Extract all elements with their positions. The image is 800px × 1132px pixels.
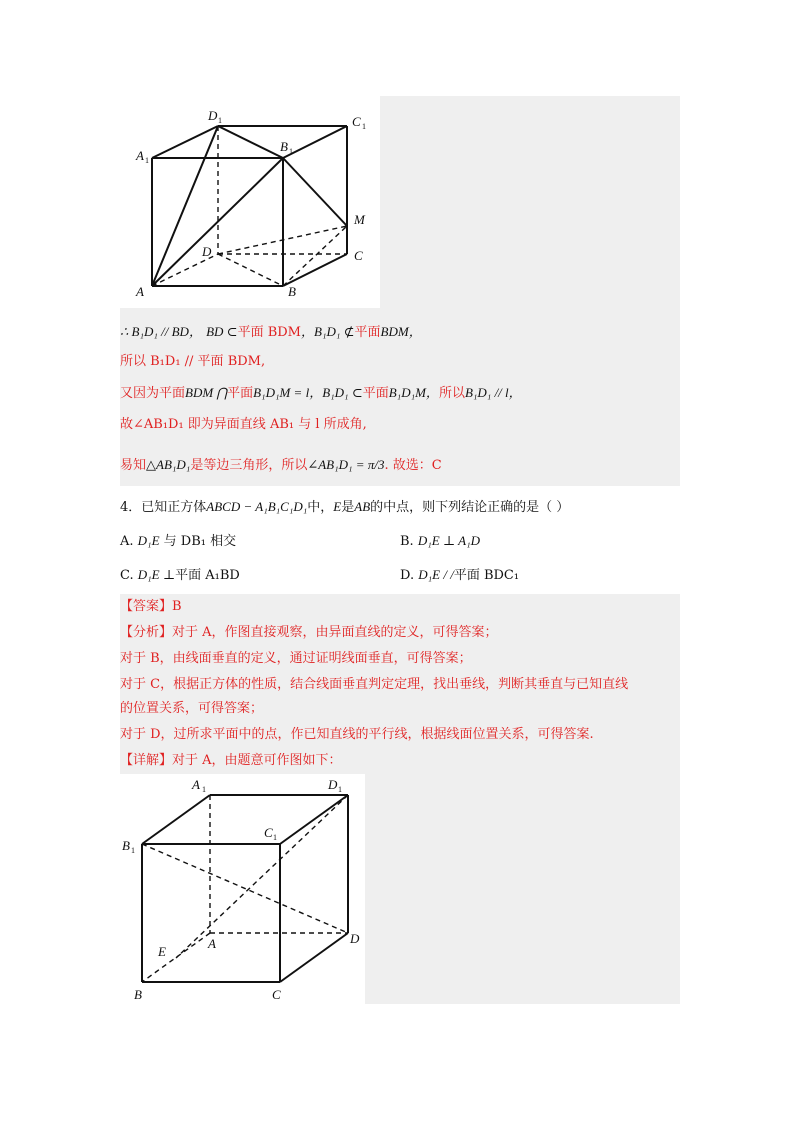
analysis-line-1: 【分析】对于 A，作图直接观察，由异面直线的定义，可得答案； (120, 625, 498, 640)
solution-line-4: 故∠AB₁D₁ 即为异面直线 AB₁ 与 l 所成角, (120, 417, 367, 432)
analysis-line-5: 对于 D，过所求平面中的点，作已知直线的平行线，根据线面位置关系，可得答案. (120, 727, 594, 742)
label-D1: D (328, 777, 338, 792)
answer-line: 【答案】B (120, 599, 182, 614)
label-A: A (136, 284, 144, 299)
label-C: C (272, 987, 281, 1002)
label-B1: B (122, 838, 130, 853)
solution-line-3: 又因为平面BDM ⋂平面B₁D₁M = l，B₁D₁ ⊂平面B₁D₁M，所以B₁D₁ // l， (120, 385, 522, 401)
solution-line-1: ∴ B₁D₁ // BD， BD ⊂平面 BDM，B₁D₁ ⊄平面BDM， (120, 324, 422, 340)
label-E: E (158, 944, 166, 959)
label-C1: C (264, 825, 273, 840)
svg-text:1: 1 (218, 116, 222, 125)
figure1-solid-edges (152, 126, 347, 286)
option-a: A. D₁E 与 DB₁ 相交 (120, 533, 237, 549)
svg-text:1: 1 (338, 785, 342, 794)
label-B: B (134, 987, 142, 1002)
label-C: C (354, 248, 363, 263)
label-B1: B (280, 139, 288, 154)
solution-line-5: 易知△AB₁D₁是等边三角形，所以∠AB₁D₁ = π/3. 故选：C (120, 457, 442, 473)
svg-text:1: 1 (289, 147, 293, 156)
label-M: M (354, 212, 365, 227)
label-A: A (208, 936, 216, 951)
question4-stem: 4．已知正方体ABCD − A₁B₁C₁D₁中，E是AB的中点，则下列结论正确的是（ ） (120, 499, 570, 515)
svg-text:1: 1 (145, 156, 149, 165)
analysis-line-3: 对于 C，根据正方体的性质，结合线面垂直判定定理，找出垂线，判断其垂直与已知直线 (120, 677, 629, 692)
analysis-line-2: 对于 B，由线面垂直的定义，通过证明线面垂直，可得答案； (120, 651, 472, 666)
figure1-hidden-edges (152, 126, 347, 286)
svg-text:1: 1 (362, 122, 366, 131)
option-c: C. D₁E ⊥平面 A₁BD (120, 567, 240, 583)
figure2-hidden-edges (142, 795, 348, 982)
label-B: B (288, 284, 296, 299)
option-b: B. D₁E ⊥ A₁D (400, 533, 481, 549)
label-D1: D (208, 108, 218, 123)
cube-figure-2 (120, 774, 365, 1004)
option-d: D. D₁E / /平面 BDC₁ (400, 567, 520, 583)
label-D: D (202, 244, 212, 259)
label-A1: A (136, 148, 144, 163)
label-D: D (350, 931, 360, 946)
label-A1: A (192, 777, 200, 792)
solution-line-2: 所以 B₁D₁ // 平面 BDM, (120, 354, 266, 369)
figure2-labels (122, 777, 360, 1002)
label-C1: C (352, 114, 361, 129)
detail-line: 【详解】对于 A，由题意可作图如下： (120, 753, 342, 768)
analysis-line-4: 的位置关系，可得答案； (120, 701, 264, 716)
svg-text:1: 1 (202, 785, 206, 794)
svg-text:1: 1 (131, 846, 135, 855)
svg-text:1: 1 (273, 833, 277, 842)
cube-figure-1 (120, 96, 380, 308)
